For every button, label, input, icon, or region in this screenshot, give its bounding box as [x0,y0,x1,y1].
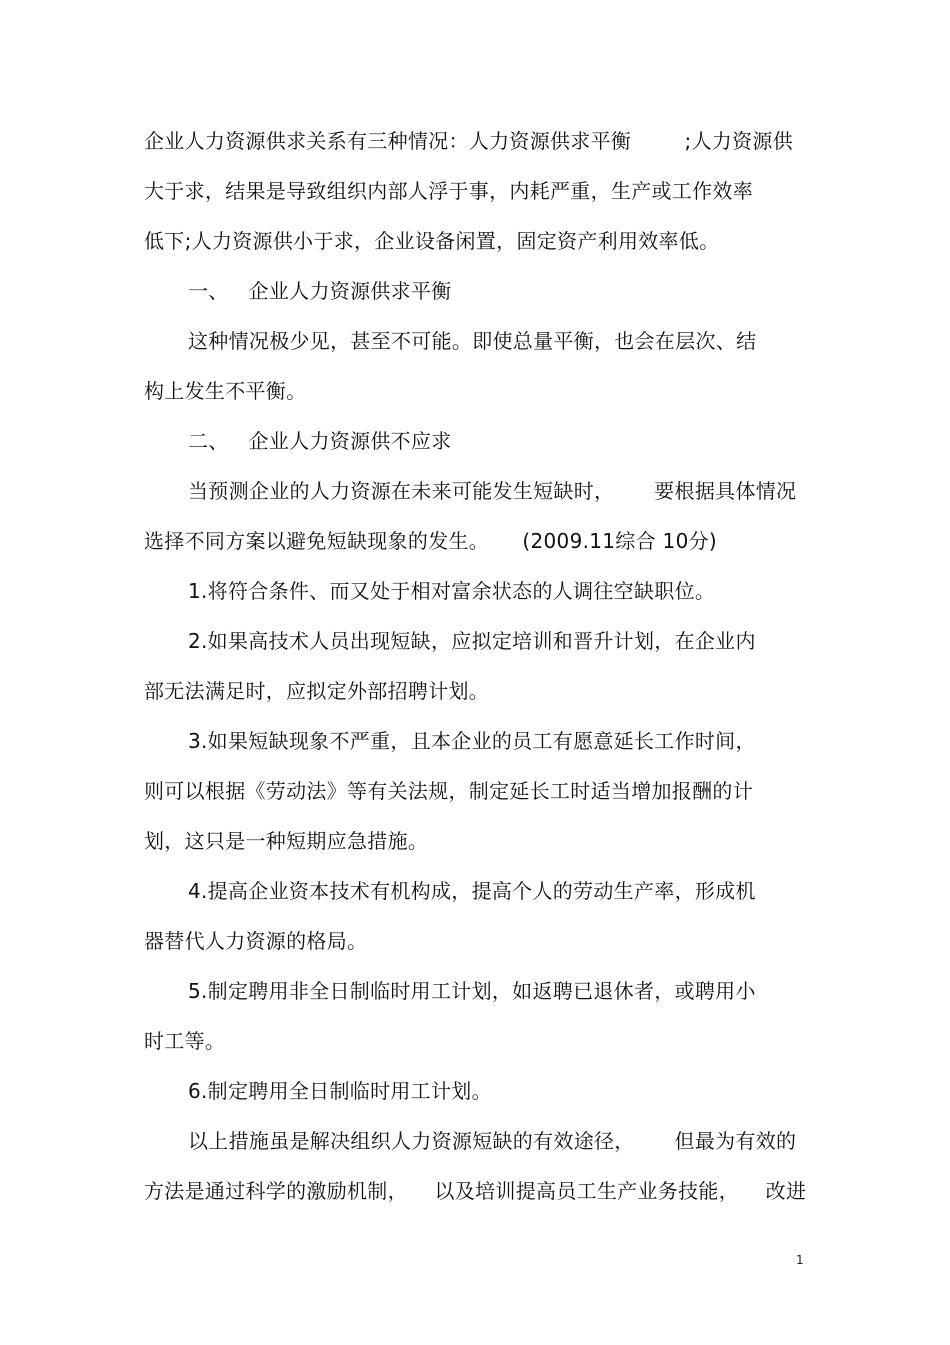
list-item-5-cont: 时工等。 [144,1029,226,1053]
text-line-21: 以上措施虽是解决组织人力资源短缺的有效途径， 但最为有效的 [188,1129,797,1153]
text-line-2: 大于求，结果是导致组织内部人浮于事，内耗严重，生产或工作效率 [144,179,753,203]
heading-1: 一、 企业人力资源供求平衡 [188,279,452,303]
heading-2: 二、 企业人力资源供不应求 [188,429,452,453]
list-item-6: 6.制定聘用全日制临时用工计划。 [188,1079,492,1103]
text-line-5: 这种情况极少见，甚至不可能。即使总量平衡，也会在层次、结 [188,329,757,353]
list-item-3: 3.如果短缺现象不严重，且本企业的员工有愿意延长工作时间， [188,729,756,753]
list-item-5: 5.制定聘用非全日制临时用工计划，如返聘已退休者，或聘用小 [188,979,756,1003]
list-item-1: 1.将符合条件、而又处于相对富余状态的人调往空缺职位。 [188,579,716,603]
list-item-2: 2.如果高技术人员出现短缺，应拟定培训和晋升计划，在企业内 [188,629,756,653]
text-line-6: 构上发生不平衡。 [144,379,307,403]
page-number: 1 [796,1253,804,1267]
list-item-3-cont-2: 划，这只是一种短期应急措施。 [144,829,429,853]
text-line-8: 当预测企业的人力资源在未来可能发生短缺时， 要根据具体情况 [188,479,797,503]
list-item-4-cont: 器替代人力资源的格局。 [144,929,368,953]
text-line-3: 低下;人力资源供小于求，企业设备闲置，固定资产利用效率低。 [144,229,720,253]
list-item-4: 4.提高企业资本技术有机构成，提高个人的劳动生产率，形成机 [188,879,756,903]
list-item-2-cont: 部无法满足时，应拟定外部招聘计划。 [144,679,490,703]
text-line-22: 方法是通过科学的激励机制， 以及培训提高员工生产业务技能， 改进 [144,1179,807,1203]
list-item-3-cont-1: 则可以根据《劳动法》等有关法规，制定延长工时适当增加报酬的计 [144,779,753,803]
text-line-9: 选择不同方案以避免短缺现象的发生。 (2009.11综合 10分) [144,529,718,553]
text-line-1: 企业人力资源供求关系有三种情况：人力资源供求平衡 ;人力资源供 [144,129,793,153]
